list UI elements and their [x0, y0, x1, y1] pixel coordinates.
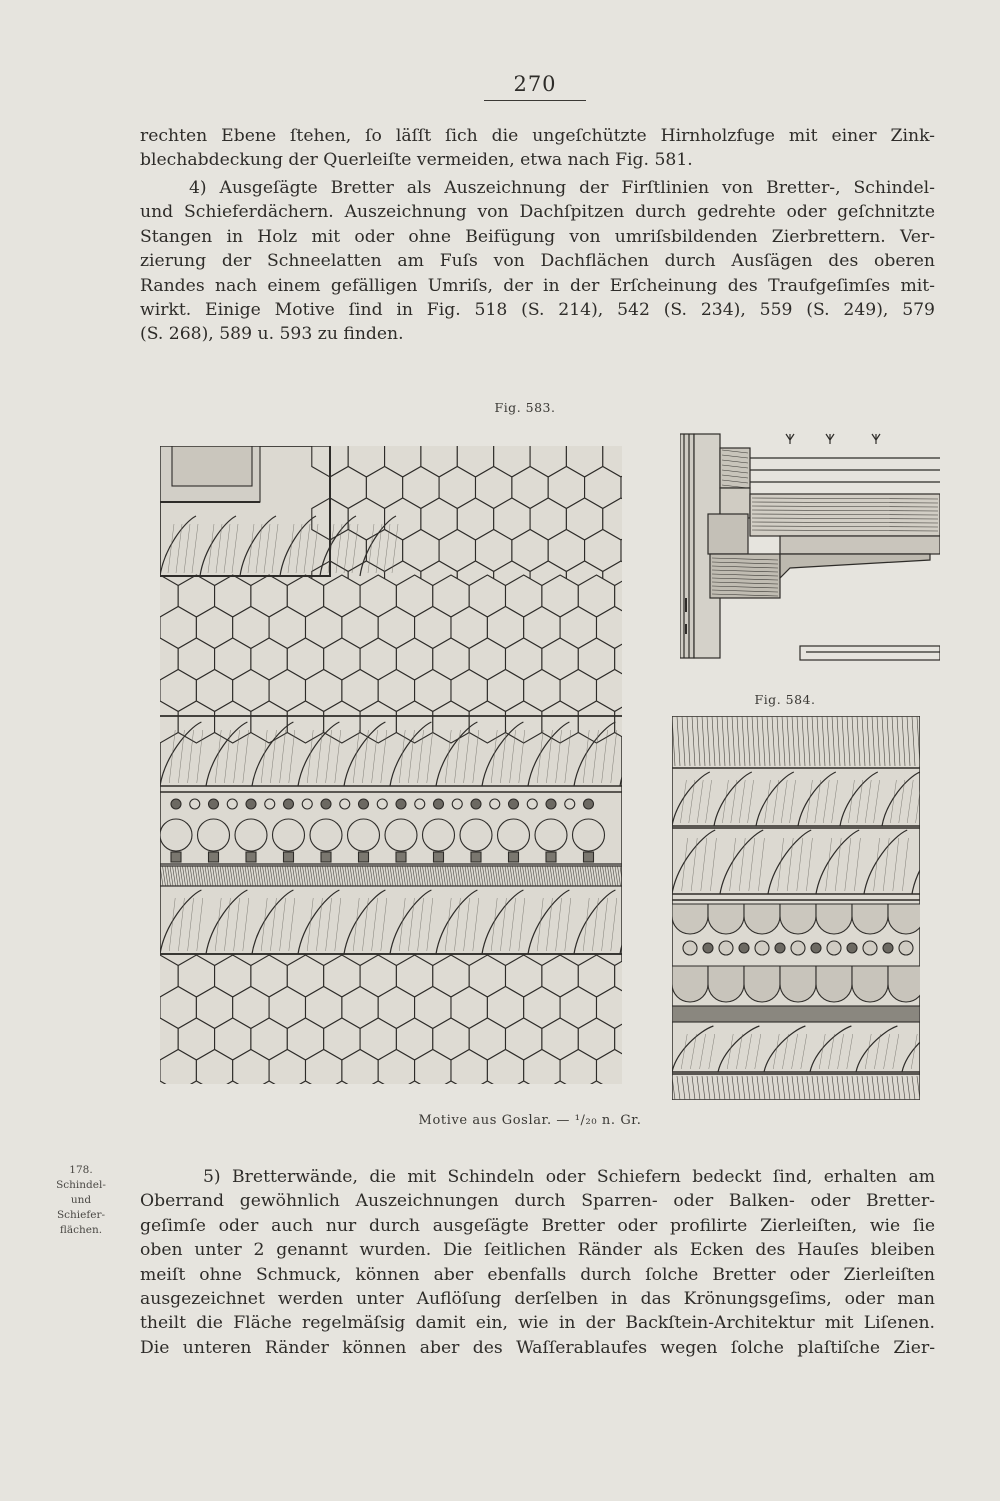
drop [171, 852, 181, 862]
disc [235, 819, 267, 851]
drop [246, 852, 256, 862]
paragraph-continued [140, 124, 935, 173]
bead [719, 941, 733, 955]
scallop-lower [744, 966, 780, 1002]
text-line: Die unteren Ränder können aber des Waſſerablaufes wegen ſolche plaſtiſche Zier- [140, 1337, 935, 1358]
bead-dark [775, 943, 785, 953]
text-line: ausgezeichnet werden unter Auflöſung derſelben in das Krönungsgeſims, oder man [140, 1289, 935, 1310]
drop [434, 852, 444, 862]
disc [423, 819, 455, 851]
drop [359, 852, 369, 862]
drop [509, 852, 519, 862]
text-line: geſimſe oder auch nur durch ausgeſägte Bretter oder profilirte Zierleiſten, wie ſie [140, 1215, 935, 1236]
bead [827, 941, 841, 955]
figure-caption: Motive aus Goslar. — ¹/₂₀ n. Gr. [418, 1113, 642, 1128]
text-line: blechabdeckung der Querleiſte vermeiden, etwa nach Fig. 581. [140, 150, 693, 171]
text-line: oben unter 2 genannt wurden. Die ſeitlichen Ränder als Ecken des Hauſes bleiben [140, 1240, 935, 1261]
disc [573, 819, 605, 851]
window-pane [172, 446, 252, 486]
drop [321, 852, 331, 862]
text-line: theilt die Fläche regelmäſsig damit ein, wie in der Backſtein-Architektur mit Liſenen. [140, 1313, 935, 1334]
margin-note-line: Schindel- [56, 1179, 106, 1191]
bead-alt [340, 799, 350, 809]
scallop [816, 904, 852, 934]
bead [434, 799, 444, 809]
scallop [852, 904, 888, 934]
bead-alt [565, 799, 575, 809]
bead [509, 799, 519, 809]
disc [198, 819, 230, 851]
disc [160, 819, 192, 851]
scallop-lower [780, 966, 816, 1002]
paragraph-5 [140, 1165, 935, 1360]
bead [284, 799, 294, 809]
bead [396, 799, 406, 809]
text-line: und Schieferdächern. Auszeichnung von Dachſpitzen durch gedrehte oder geſchnitzte [140, 202, 935, 223]
margin-note-line: und [70, 1194, 92, 1206]
bead-alt [302, 799, 312, 809]
bead [546, 799, 556, 809]
bead [359, 799, 369, 809]
disc [273, 819, 305, 851]
bead [863, 941, 877, 955]
margin-note-number: 178. [69, 1164, 93, 1176]
page-number: 270 [484, 72, 586, 101]
margin-note-line: Schiefer- [56, 1209, 106, 1221]
bead-alt [227, 799, 237, 809]
scallop [780, 904, 816, 934]
text-line: meiſt ohne Schmuck, können aber ebenfalls durch ſolche Bretter oder Zierleiſten [140, 1264, 935, 1285]
text-line: zierung der Schneelatten am Fuſs von Dachflächen durch Ausſägen des oberen [140, 251, 935, 272]
drop [546, 852, 556, 862]
text-line: wirkt. Einige Motive ſind in Fig. 518 (S. 214), 542 (S. 234), 559 (S. 249), 579 [140, 300, 935, 321]
text-line: (S. 268), 589 u. 593 zu finden. [140, 324, 404, 345]
margin-note [40, 1163, 122, 1238]
bead-dark [739, 943, 749, 953]
scallop-lower [708, 966, 744, 1002]
margin-note-line: flächen. [59, 1224, 103, 1236]
dark-strip [672, 1006, 920, 1022]
text-line: rechten Ebene ſtehen, ſo läſſt ſich die ungeſchützte Hirnholzfuge mit einer Zink- [140, 126, 935, 146]
drop [396, 852, 406, 862]
disc [460, 819, 492, 851]
scallop-lower [852, 966, 888, 1002]
scallop-lower [816, 966, 852, 1002]
section-detail-drawing [680, 428, 940, 664]
figure-583-drawing [160, 446, 622, 1084]
disc [535, 819, 567, 851]
bead [209, 799, 219, 809]
scallop [744, 904, 780, 934]
bead-alt [490, 799, 500, 809]
bead [246, 799, 256, 809]
bead [791, 941, 805, 955]
bead [321, 799, 331, 809]
bead-dark [883, 943, 893, 953]
figure-583-label: Fig. 583. [494, 400, 556, 415]
bead-alt [265, 799, 275, 809]
scallop-lower [672, 966, 708, 1002]
drop [471, 852, 481, 862]
text-line: Randes nach einem gefälligen Umriſs, der in der Erſcheinung des Traufgeſimſes mit- [140, 275, 935, 296]
drop [284, 852, 294, 862]
bead [755, 941, 769, 955]
disc [498, 819, 530, 851]
bead-alt [377, 799, 387, 809]
bead-alt [415, 799, 425, 809]
drop [584, 852, 594, 862]
bead [899, 941, 913, 955]
disc [310, 819, 342, 851]
bead-alt [527, 799, 537, 809]
disc [348, 819, 380, 851]
drop [209, 852, 219, 862]
scallop [708, 904, 744, 934]
bead-dark [811, 943, 821, 953]
bead [471, 799, 481, 809]
bead-alt [452, 799, 462, 809]
bead-dark [703, 943, 713, 953]
text-line: 4) Ausgeſägte Bretter als Auszeichnung der Firſtlinien von Bretter-, Schindel- [189, 178, 935, 198]
bead [683, 941, 697, 955]
text-line: Oberrand gewöhnlich Auszeichnungen durch Sparren- oder Balken- oder Bretter- [140, 1191, 935, 1212]
bead-alt [190, 799, 200, 809]
scallop-lower [888, 966, 920, 1002]
text-line: Stangen in Holz mit oder ohne Beifügung von umriſsbildenden Zierbrettern. Ver- [140, 226, 935, 247]
bead [584, 799, 594, 809]
text-line: 5) Bretterwände, die mit Schindeln oder Schiefern bedeckt ſind, erhalten am [203, 1167, 935, 1187]
bead [171, 799, 181, 809]
bead-dark [847, 943, 857, 953]
disc [385, 819, 417, 851]
paragraph-4 [140, 176, 935, 347]
figure-584-label: Fig. 584. [754, 692, 816, 707]
figure-584-drawing [672, 716, 920, 1100]
scallop [672, 904, 708, 934]
